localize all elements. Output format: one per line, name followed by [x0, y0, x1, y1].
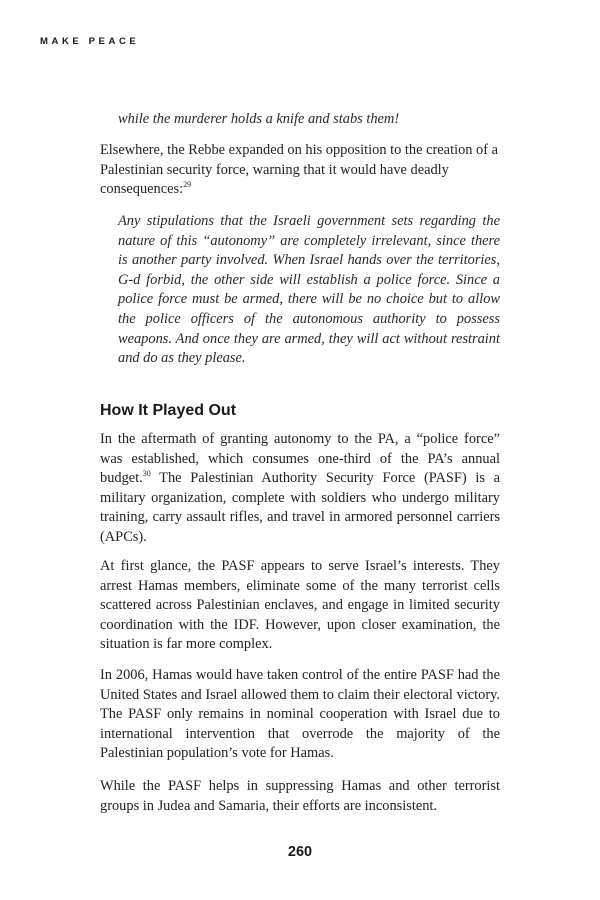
section-heading: How It Played Out [100, 402, 237, 419]
running-head: MAKE PEACE [40, 36, 140, 47]
paragraph-aftermath [100, 430, 500, 548]
paragraph-2006: In 2006, Hamas would have taken control of the entire PASF had the United States and Israel allowed them to claim their electoral victory. The PASF only remains in nominal cooperation with Israel due to international intervention that overrode the majority of the Palestinian population’s vote for Hamas. [100, 667, 500, 762]
paragraph-text: Elsewhere, the Rebbe expanded on his opposition to the creation of a Palestinian security force, warning that it would have deadly consequences: [100, 142, 499, 198]
paragraph-text: In the aftermath of granting autonomy to the PA, a “police force” was established, which consumes one-third of the PA’s annual budget. [100, 431, 500, 487]
block-quote: Any stipulations that the Israeli government sets regarding the nature of this “autonomy” are completely irrelevant, since there is another party involved. When Israel hands over the territories, G-d forbid, the other side will establish a police force. Since a police force must be armed, there will be no choice but to allow the police officers of the autonomous authority to possess weapons. And once they are armed, they will act without restraint and do as they please. [118, 213, 500, 367]
lead-quote: while the murderer holds a knife and stabs them! [118, 111, 400, 127]
paragraph-text: The Palestinian Authority Security Force (PASF) is a military organization, complete with soldiers who undergo military training, carry assault rifles, and travel in armored personnel carriers (APCs). [100, 470, 500, 545]
footnote-marker[interactable]: 30 [142, 469, 151, 479]
footnote-marker[interactable]: 29 [183, 180, 192, 190]
page-number: 260 [287, 844, 313, 860]
paragraph-while: While the PASF helps in suppressing Hamas and other terrorist groups in Judea and Samaria, their efforts are inconsistent. [100, 778, 500, 814]
paragraph-elsewhere [100, 141, 500, 200]
paragraph-first-glance: At first glance, the PASF appears to serve Israel’s interests. They arrest Hamas members, eliminate some of the many terrorist cells scattered across Palestinian enclaves, and engage in limited security coordination with the IDF. However, upon closer examination, the situation is far more complex. [100, 558, 500, 653]
